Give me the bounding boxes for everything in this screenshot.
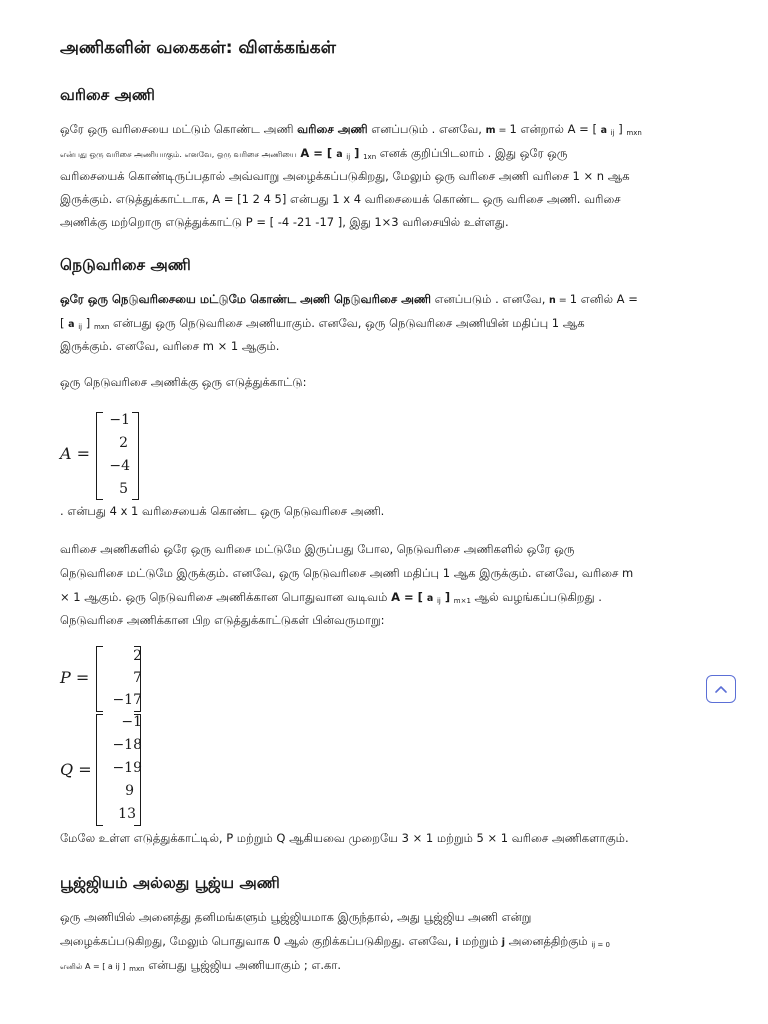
column-matrix-paragraph-line-5: நெடுவரிசை மட்டுமே இருக்கும். எனவே, ஒரு நெடுவரிசை அணி மதிப்பு 1 ஆக இருக்கும். எனவே, வரிசை m bbox=[60, 566, 634, 580]
matrix-q-entry: −1 bbox=[121, 714, 142, 730]
matrix-q-entry: −18 bbox=[112, 737, 142, 753]
matrix-p-equation bbox=[60, 646, 160, 712]
column-matrix-paragraph-line-4: வரிசை அணிகளில் ஒரே ஒரு வரிசை மட்டுமே இருப்பது போல, நெடுவரிசை அணிகளில் ஒரே ஒரு bbox=[60, 542, 575, 556]
row-matrix-paragraph-line-3: வரிசையைக் கொண்டிருப்பதால் அவ்வாறு அழைக்கப்படுகிறது, மேலும் ஒரு வரிசை அணி வரிசை 1 × n ஆக bbox=[60, 169, 630, 183]
zero-matrix-paragraph-line-1: ஒரு அணியில் அனைத்து தனிமங்களும் பூஜ்ஜியமாக இருந்தால், அது பூஜ்ஜிய அணி என்று bbox=[60, 910, 532, 924]
matrix-a-entry: 5 bbox=[119, 481, 128, 497]
zero-matrix-paragraph-line-3: எனில் A = [ a ij ] $_{mxn}$ என்பது பூஜ்ஜிய அணியாகும் ; எ.கா. bbox=[60, 958, 342, 973]
column-matrix-paragraph-line-1: ஒரே ஒரு நெடுவரிசையை மட்டுமே கொண்ட அணி நெடுவரிசை அணி எனப்படும் . எனவே, n = 1 எனில் A = bbox=[60, 292, 638, 306]
section-heading-row-matrix: வரிசை அணி bbox=[60, 86, 155, 104]
matrix-q-equation bbox=[60, 714, 160, 826]
matrix-a-left-bracket bbox=[96, 412, 103, 500]
matrix-q-entry: 9 bbox=[125, 783, 134, 799]
matrix-p-right-bracket bbox=[134, 646, 141, 712]
column-matrix-example-caption: . என்பது 4 x 1 வரிசையைக் கொண்ட ஒரு நெடுவரிசை அணி. bbox=[60, 504, 385, 518]
matrix-a-entry: 2 bbox=[119, 435, 128, 451]
row-matrix-paragraph-line-2: என்பது ஒரு வரிசை அணியாகும். எனவே, ஒரு வரிசை அணியை A = [ a $_{ij}$ ] $_{1xn}$ எனக் குறிப்பிடலாம் . இது ஒரே ஒரு bbox=[60, 146, 568, 161]
matrix-a-right-bracket bbox=[132, 412, 139, 500]
matrix-a-label: A = bbox=[60, 444, 91, 463]
matrix-p-label: P = bbox=[60, 668, 90, 687]
matrix-q-entry: −19 bbox=[112, 760, 142, 776]
matrix-q-label: Q = bbox=[60, 760, 92, 779]
section-heading-column-matrix: நெடுவரிசை அணி bbox=[60, 256, 191, 274]
column-matrix-paragraph-line-7: நெடுவரிசை அணிக்கான பிற எடுத்துக்காட்டுகள் பின்வருமாறு: bbox=[60, 613, 385, 627]
row-matrix-paragraph-line-1: ஒரே ஒரு வரிசையை மட்டும் கொண்ட அணி வரிசை அணி எனப்படும் . எனவே, m = 1 என்றால் A = [ a $_{ij}$ ] $_{mxn}$ bbox=[60, 122, 642, 137]
matrix-a-entry: −1 bbox=[109, 412, 130, 428]
section-heading-zero-matrix: பூஜ்ஜியம் அல்லது பூஜ்ய அணி bbox=[60, 874, 280, 892]
matrix-p-entry: −17 bbox=[112, 692, 142, 708]
matrix-q-right-bracket bbox=[134, 714, 141, 826]
page-title: அணிகளின் வகைகள்: விளக்கங்கள் bbox=[60, 38, 336, 58]
row-matrix-paragraph-line-5: அணிக்கு மற்றொரு எடுத்துக்காட்டு P = [ -4 -21 -17 ], இது 1×3 வரிசையில் உள்ளது. bbox=[60, 215, 509, 229]
matrix-q-left-bracket bbox=[96, 714, 103, 826]
matrix-p-entry: 7 bbox=[133, 670, 142, 686]
column-matrix-example-summary: மேலே உள்ள எடுத்துக்காட்டில், P மற்றும் Q ஆகியவை முறையே 3 × 1 மற்றும் 5 × 1 வரிசை அணிகளாகும். bbox=[60, 831, 629, 845]
matrix-a-equation bbox=[60, 412, 150, 500]
matrix-a-entry: −4 bbox=[109, 458, 130, 474]
column-matrix-paragraph-line-2: [ a $_{ij}$ ] $_{mxn}$ என்பது ஒரு நெடுவரிசை அணியாகும். எனவே, ஒரு நெடுவரிசை அணியின் மதிப்பு 1 ஆக bbox=[60, 316, 585, 331]
chevron-up-icon bbox=[714, 683, 728, 695]
scroll-to-top-button[interactable] bbox=[706, 675, 736, 703]
row-matrix-paragraph-line-4: இருக்கும். எடுத்துக்காட்டாக, A = [1 2 4 5] என்பது 1 x 4 வரிசையைக் கொண்ட ஒரு வரிசை அணி. வரிசை bbox=[60, 192, 621, 206]
matrix-p-entry: 2 bbox=[133, 648, 142, 664]
column-matrix-paragraph-line-3: இருக்கும். எனவே, வரிசை m × 1 ஆகும். bbox=[60, 339, 280, 353]
column-matrix-paragraph-line-6: × 1 ஆகும். ஒரு நெடுவரிசை அணிக்கான பொதுவான வடிவம் A = [ a $_{ij}$ ] $_{m\times 1}$ ஆல் வழங்கப்படுகிறது . bbox=[60, 590, 602, 605]
matrix-q-entry: 13 bbox=[118, 806, 136, 822]
zero-matrix-paragraph-line-2: அழைக்கப்படுகிறது, மேலும் பொதுவாக 0 ஆல் குறிக்கப்படுகிறது. எனவே, i மற்றும் j அனைத்திற்கும் $_{ij = 0}$ bbox=[60, 934, 610, 949]
matrix-p-left-bracket bbox=[96, 646, 103, 712]
column-matrix-example-intro: ஒரு நெடுவரிசை அணிக்கு ஒரு எடுத்துக்காட்டு: bbox=[60, 375, 307, 389]
